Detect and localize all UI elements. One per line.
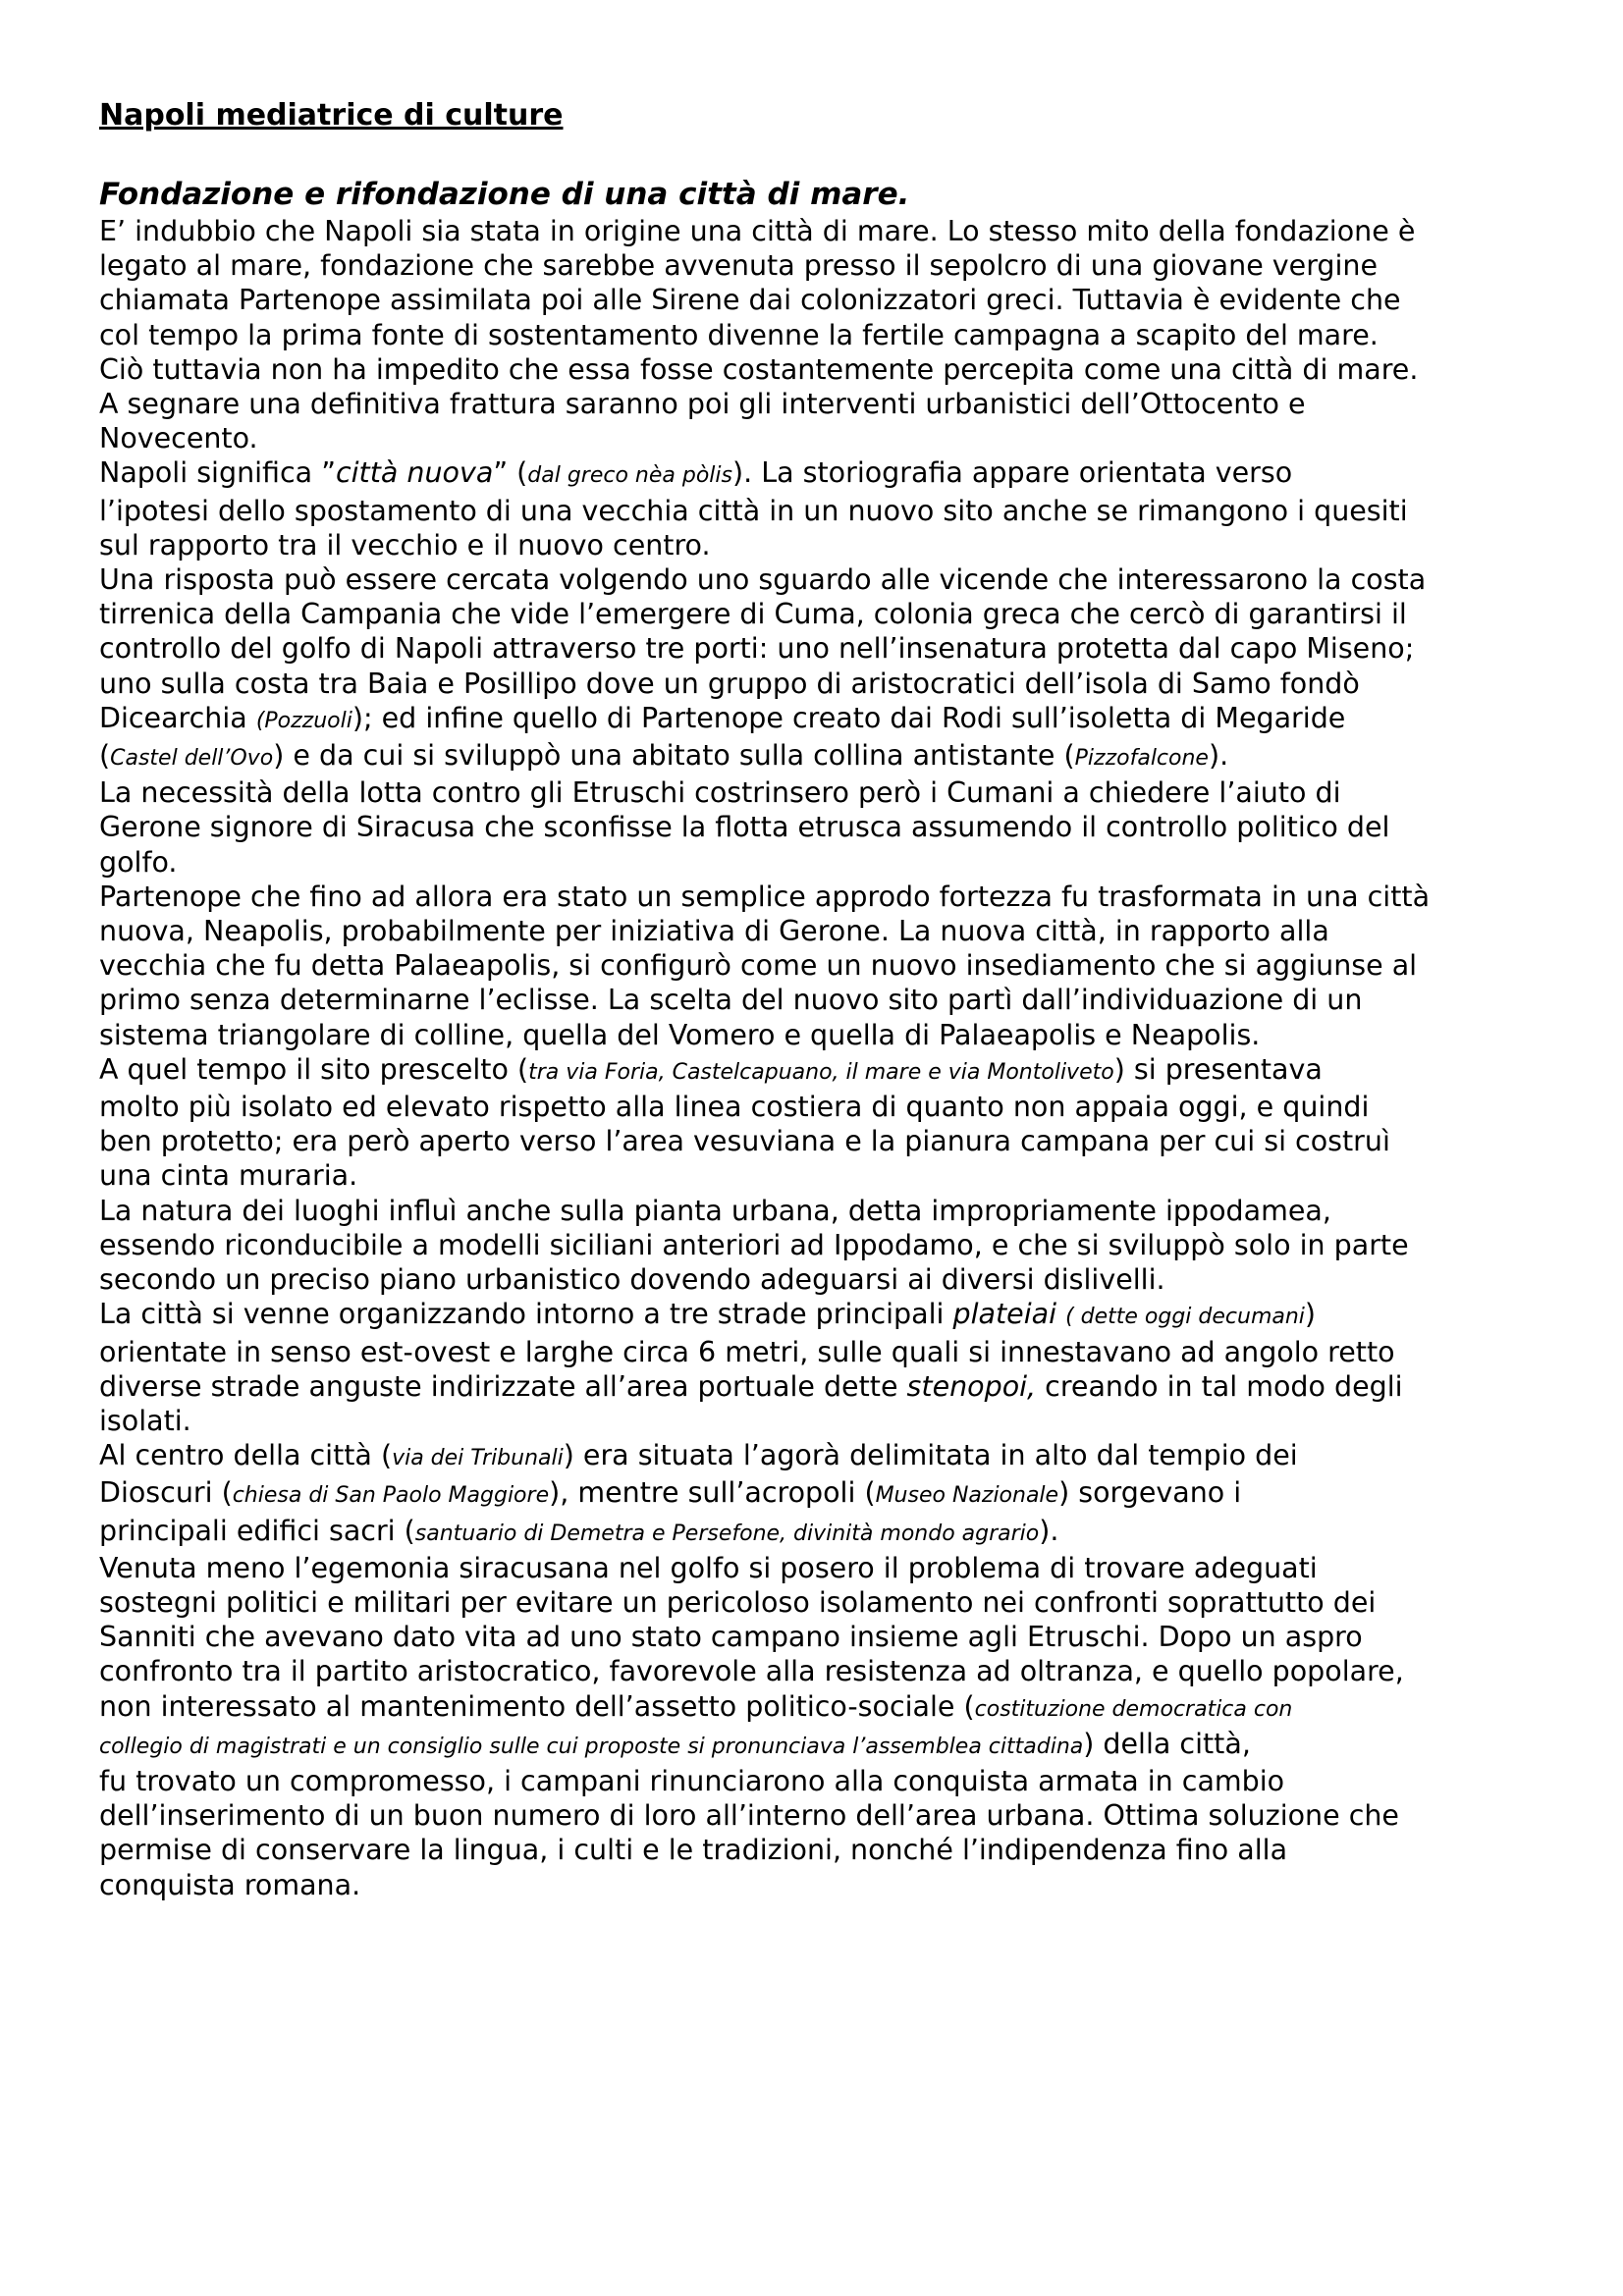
text-line: molto più isolato ed elevato rispetto alla linea costiera di quanto non appaia oggi, e quindi (99, 1091, 1370, 1124)
text-line: dell’inserimento di un buon numero di loro all’interno dell’area urbana. Ottima soluzione che (99, 1799, 1399, 1833)
text-line: secondo un preciso piano urbanistico dovendo adeguarsi ai diversi dislivelli. (99, 1263, 1165, 1297)
text-line: orientate in senso est-ovest e larghe circa 6 metri, sulle quali si innestavano ad angolo retto (99, 1335, 1395, 1368)
paragraph (99, 1052, 1542, 1194)
text-line: Al centro della città (via dei Tribunali) era situata l’agorà delimitata in alto dal tempio dei (99, 1439, 1298, 1472)
text-line: Dioscuri (chiesa di San Paolo Maggiore), mentre sull’acropoli (Museo Nazionale) sorgevano i (99, 1476, 1242, 1510)
text-line: permise di conservare la lingua, i culti e le tradizioni, nonché l’indipendenza fino alla (99, 1834, 1288, 1867)
text-line: Gerone signore di Siracusa che sconfisse la flotta etrusca assumendo il controllo politico del (99, 811, 1390, 844)
text-line: una cinta muraria. (99, 1159, 358, 1193)
text-line: Sanniti che avevano dato vita ad uno stato campano insieme agli Etruschi. Dopo un aspro (99, 1621, 1363, 1654)
text-line: vecchia che fu detta Palaeapolis, si configurò come un nuovo insediamento che si aggiunse al (99, 949, 1418, 983)
text-line: diverse strade anguste indirizzate all’area portuale dette stenopoi, creando in tal modo degli (99, 1369, 1403, 1403)
text-line: l’ipotesi dello spostamento di una vecchia città in un nuovo sito anche se rimangono i quesiti (99, 494, 1408, 527)
text-line: legato al mare, fondazione che sarebbe avvenuta presso il sepolcro di una giovane vergine (99, 249, 1379, 283)
text-line: primo senza determinarne l’eclisse. La scelta del nuovo sito partì dall’individuazione di un (99, 984, 1363, 1017)
text-line: controllo del golfo di Napoli attraverso tre porti: uno nell’insenatura protetta dal capo Miseno; (99, 632, 1415, 666)
text-line: A quel tempo il sito prescelto (tra via Foria, Castelcapuano, il mare e via Montoliveto) si presentava (99, 1052, 1323, 1086)
text-line: La città si venne organizzando intorno a tre strade principali plateiai ( dette oggi decumani) (99, 1298, 1317, 1331)
section-subtitle: Fondazione e rifondazione di una città di mare. (99, 177, 910, 212)
text-line: Novecento. (99, 422, 258, 455)
text-line: tirrenica della Campania che vide l’emergere di Cuma, colonia greca che cercò di garantirsi il (99, 598, 1407, 631)
text-line: fu trovato un compromesso, i campani rinunciarono alla conquista armata in cambio (99, 1764, 1285, 1797)
text-line: Dicearchia (Pozzuoli); ed infine quello di Partenope creato dai Rodi sull’isoletta di Megaride (99, 701, 1346, 734)
text-line: E’ indubbio che Napoli sia stata in origine una città di mare. Lo stesso mito della fondazione è (99, 215, 1416, 247)
paragraph (99, 214, 1542, 455)
paragraph (99, 1297, 1542, 1438)
text-line: principali edifici sacri (santuario di Demetra e Persefone, divinità mondo agrario). (99, 1514, 1059, 1547)
document-title: Napoli mediatrice di culture (99, 98, 564, 133)
text-line: ben protetto; era però aperto verso l’area vesuviana e la pianura campana per cui si costruì (99, 1125, 1390, 1158)
document-body (99, 214, 1542, 1902)
text-line: golfo. (99, 845, 178, 879)
text-line: sul rapporto tra il vecchio e il nuovo centro. (99, 528, 711, 561)
text-line: Napoli significa ”città nuova” (dal greco nèa pòlis). La storiografia appare orientata verso (99, 456, 1293, 490)
text-line: sostegni politici e militari per evitare un pericoloso isolamento nei confronti soprattutto dei (99, 1585, 1377, 1619)
text-line: uno sulla costa tra Baia e Posillipo dove un gruppo di aristocratici dell’isola di Samo fondò (99, 667, 1360, 700)
text-line: chiamata Partenope assimilata poi alle Sirene dai colonizzatori greci. Tuttavia è evidente che (99, 284, 1401, 317)
text-line: (Castel dell’Ovo) e da cui si sviluppò una abitato sulla collina antistante (Pizzofalcone). (99, 739, 1229, 773)
text-line: col tempo la prima fonte di sostentamento divenne la fertile campagna a scapito del mare. (99, 318, 1379, 351)
text-line: La natura dei luoghi influì anche sulla pianta urbana, detta impropriamente ippodamea, (99, 1194, 1331, 1227)
text-line: Partenope che fino ad allora era stato un semplice approdo fortezza fu trasformata in una città (99, 880, 1431, 913)
text-line: confronto tra il partito aristocratico, favorevole alla resistenza ad oltranza, e quello popolare, (99, 1655, 1404, 1688)
text-line: Ciò tuttavia non ha impedito che essa fosse costantemente percepita come una città di mare. (99, 352, 1419, 386)
text-line: isolati. (99, 1404, 191, 1437)
text-line: Una risposta può essere cercata volgendo uno sguardo alle vicende che interessarono la costa (99, 563, 1427, 597)
text-line: sistema triangolare di colline, quella del Vomero e quella di Palaeapolis e Neapolis. (99, 1018, 1261, 1051)
paragraph (99, 562, 1542, 775)
paragraph (99, 1194, 1542, 1298)
text-line: non interessato al mantenimento dell’assetto politico-sociale (costituzione democratica con (99, 1689, 1293, 1723)
text-line: conquista romana. (99, 1868, 361, 1901)
paragraph (99, 455, 1542, 562)
text-line: A segnare una definitiva frattura saranno poi gli interventi urbanistici dell’Ottocento e (99, 388, 1306, 421)
paragraph (99, 1551, 1542, 1902)
text-line: nuova, Neapolis, probabilmente per iniziativa di Gerone. La nuova città, in rapporto alla (99, 915, 1329, 948)
paragraph (99, 880, 1542, 1052)
text-line: essendo riconducibile a modelli siciliani anteriori ad Ippodamo, e che si sviluppò solo in parte (99, 1228, 1409, 1261)
paragraph (99, 775, 1542, 880)
text-line: collegio di magistrati e un consiglio sulle cui proposte si pronunciava l’assemblea cittadina) della città, (99, 1727, 1251, 1760)
paragraph (99, 1438, 1542, 1551)
text-line: Venuta meno l’egemonia siracusana nel golfo si posero il problema di trovare adeguati (99, 1551, 1318, 1584)
text-line: La necessità della lotta contro gli Etruschi costrinsero però i Cumani a chiedere l’aiuto di (99, 776, 1341, 810)
